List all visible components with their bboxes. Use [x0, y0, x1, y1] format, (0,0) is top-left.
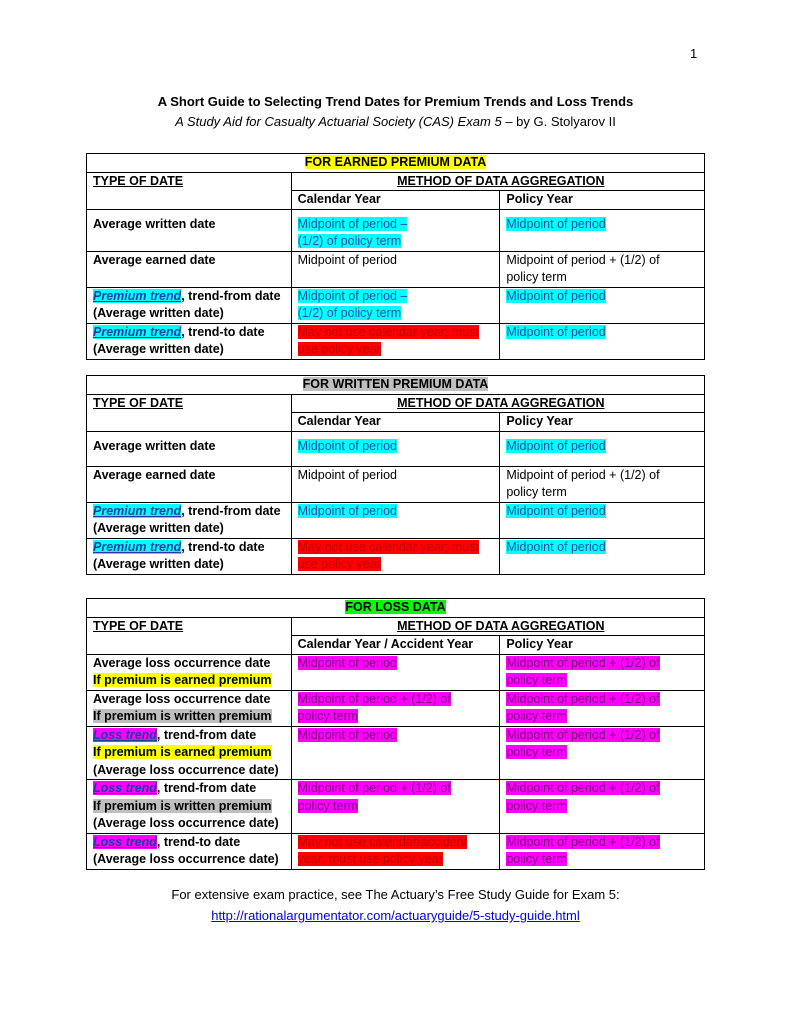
- row-label: Loss trend, trend-to date (Average loss occurrence date): [87, 833, 292, 869]
- page-number: 1: [690, 46, 698, 61]
- table-heading: [87, 376, 705, 395]
- blank-cell: [87, 191, 292, 210]
- table-cell: Midpoint of period + (1/2) of policy term: [291, 780, 500, 834]
- row-label: Loss trend, trend-from date If premium is earned premium (Average loss occurrence date): [87, 726, 292, 780]
- type-of-date-header: TYPE OF DATE: [87, 172, 292, 191]
- blank-cell: [87, 413, 292, 432]
- table-heading: [87, 154, 705, 173]
- table-cell: Midpoint of period: [291, 654, 500, 690]
- earned-heading: FOR EARNED PREMIUM DATA: [304, 155, 487, 169]
- earned-premium-table: [86, 153, 705, 360]
- row-label: Average written date: [87, 431, 292, 466]
- row-label: Premium trend, trend-to date (Average written date): [87, 538, 292, 574]
- written-premium-table: [86, 375, 705, 575]
- table-heading: [87, 599, 705, 618]
- blank-cell: [87, 636, 292, 655]
- table-cell: Midpoint of period: [291, 726, 500, 780]
- document-subtitle: [0, 114, 791, 129]
- table-cell: Midpoint of period + (1/2) of policy term: [500, 466, 705, 502]
- loss-data-table: [86, 598, 705, 870]
- row-label: Average earned date: [87, 251, 292, 287]
- row-label: Premium trend, trend-to date (Average written date): [87, 323, 292, 359]
- row-label: Premium trend, trend-from date (Average written date): [87, 287, 292, 323]
- table-cell: Midpoint of period: [500, 287, 705, 323]
- table-cell: May not use calendar/accident year; must use policy year: [291, 833, 500, 869]
- table-cell: Midpoint of period + (1/2) of policy term: [500, 780, 705, 834]
- table-cell: Midpoint of period – (1/2) of policy term: [291, 287, 500, 323]
- table-cell: Midpoint of period + (1/2) of policy term: [291, 690, 500, 726]
- table-cell: Midpoint of period + (1/2) of policy term: [500, 251, 705, 287]
- table-cell: Midpoint of period + (1/2) of policy term: [500, 690, 705, 726]
- premium-trend-label: Premium trend: [93, 324, 182, 339]
- table-cell: Midpoint of period: [500, 502, 705, 538]
- table-cell: Midpoint of period: [500, 431, 705, 466]
- row-label: Average loss occurrence date If premium is earned premium: [87, 654, 292, 690]
- loss-trend-label: Loss trend: [93, 781, 157, 795]
- method-header: METHOD OF DATA AGGREGATION: [291, 172, 704, 191]
- type-of-date-header: TYPE OF DATE: [87, 394, 292, 413]
- row-label: Premium trend, trend-from date (Average written date): [87, 502, 292, 538]
- row-label: Average loss occurrence date If premium is written premium: [87, 690, 292, 726]
- policy-year-header: Policy Year: [500, 413, 705, 432]
- method-header: METHOD OF DATA AGGREGATION: [291, 617, 704, 636]
- table-cell: May not use calendar year; must use policy year: [291, 538, 500, 574]
- study-guide-link[interactable]: http://rationalargumentator.com/actuaryguide/5-study-guide.html: [211, 908, 580, 923]
- loss-trend-label: Loss trend: [93, 834, 157, 849]
- table-cell: Midpoint of period – (1/2) of policy term: [291, 209, 500, 251]
- table-cell: Midpoint of period: [500, 209, 705, 251]
- loss-heading: FOR LOSS DATA: [345, 600, 446, 614]
- table-cell: Midpoint of period + (1/2) of policy term: [500, 833, 705, 869]
- premium-trend-label: Premium trend: [93, 503, 182, 518]
- table-cell: Midpoint of period: [500, 323, 705, 359]
- row-label: Loss trend, trend-from date If premium is written premium (Average loss occurrence date): [87, 780, 292, 834]
- policy-year-header: Policy Year: [500, 636, 705, 655]
- subtitle-author: – by G. Stolyarov II: [501, 114, 616, 129]
- table-cell: Midpoint of period + (1/2) of policy term: [500, 654, 705, 690]
- table-cell: Midpoint of period: [291, 466, 500, 502]
- table-cell: Midpoint of period: [291, 431, 500, 466]
- method-header: METHOD OF DATA AGGREGATION: [291, 394, 704, 413]
- written-heading: FOR WRITTEN PREMIUM DATA: [302, 377, 489, 391]
- calendar-year-header: Calendar Year: [291, 413, 500, 432]
- premium-trend-label: Premium trend: [93, 539, 182, 554]
- loss-trend-label: Loss trend: [93, 727, 157, 742]
- subtitle-italic: A Study Aid for Casualty Actuarial Society (CAS) Exam 5: [175, 114, 502, 129]
- policy-year-header: Policy Year: [500, 191, 705, 210]
- table-cell: Midpoint of period: [500, 538, 705, 574]
- table-cell: Midpoint of period: [291, 502, 500, 538]
- cy-ay-header: Calendar Year / Accident Year: [291, 636, 500, 655]
- footer-text: For extensive exam practice, see The Actuary’s Free Study Guide for Exam 5:: [171, 887, 620, 902]
- type-of-date-header: TYPE OF DATE: [87, 617, 292, 636]
- table-cell: Midpoint of period + (1/2) of policy term: [500, 726, 705, 780]
- table-cell: Midpoint of period: [291, 251, 500, 287]
- calendar-year-header: Calendar Year: [291, 191, 500, 210]
- row-label: Average written date: [87, 209, 292, 251]
- table-cell: May not use calendar year; must use policy year: [291, 323, 500, 359]
- footer: [0, 884, 791, 926]
- document-title: A Short Guide to Selecting Trend Dates for Premium Trends and Loss Trends: [157, 94, 634, 109]
- premium-trend-label: Premium trend: [93, 288, 182, 303]
- row-label: Average earned date: [87, 466, 292, 502]
